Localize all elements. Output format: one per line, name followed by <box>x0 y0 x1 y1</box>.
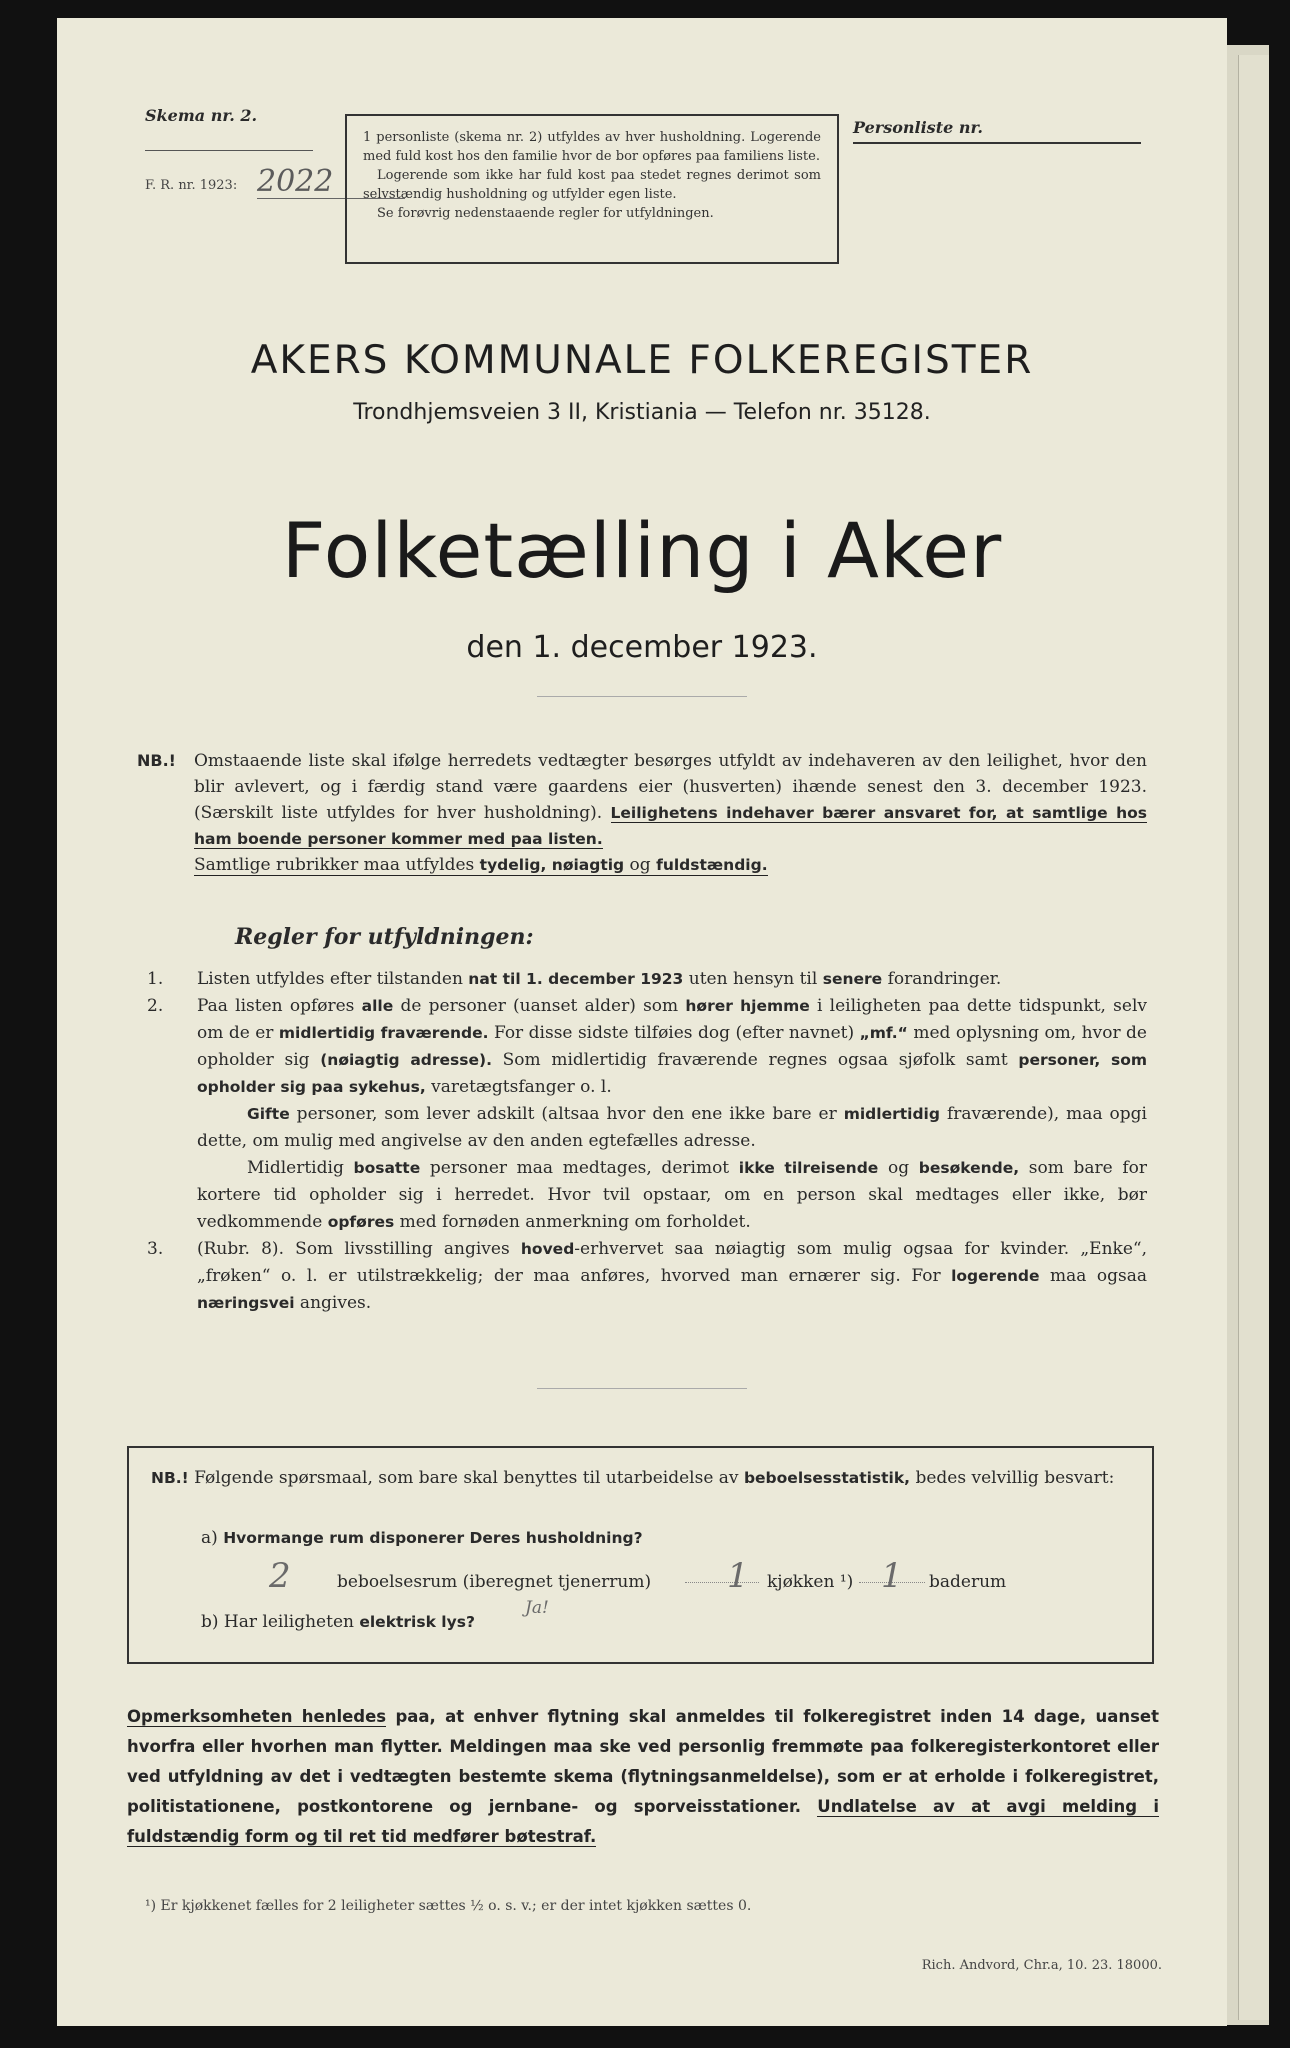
r2j: (nøiagtig adresse). <box>320 1051 492 1069</box>
divider-2 <box>537 1388 747 1389</box>
p3d: ikke tilreisende <box>738 1159 879 1177</box>
personliste-number: Personliste nr. <box>853 118 983 137</box>
rule-1-number: 1. <box>147 969 164 989</box>
p3c: personer maa medtages, derimot <box>420 1158 739 1178</box>
instruction-line-2: Logerende som ikke har fuld kost paa stedet regnes derimot som selvstændig husholdning og utfylder egen liste. <box>363 168 821 202</box>
p3b: bosatte <box>353 1159 421 1177</box>
document-title: Folketælling i Aker <box>281 506 1003 595</box>
r2m: varetægtsfanger o. l. <box>425 1077 612 1097</box>
kitchen-value[interactable]: 1 <box>727 1556 749 1596</box>
notice-lead: Opmerksomheten henledes <box>127 1707 387 1726</box>
instruction-line-1: 1 personliste (skema nr. 2) utfyldes av hver husholdning. Logerende med fuld kost hos den familie hvor de bor opføres paa familiens liste. <box>363 130 821 164</box>
notice-penalty: Undlatelse av at avgi melding i fuldstændig form og til ret tid medfører bøtestraf. <box>127 1797 1159 1846</box>
r1d: senere <box>822 970 883 988</box>
r2a: Paa listen opføres <box>197 996 362 1016</box>
instruction-line-3: Se forøvrig nedenstaaende regler for utfyldningen. <box>377 206 714 221</box>
r2l: personer, som opholder sig paa sykehus, <box>197 1051 1147 1096</box>
question-b <box>201 1612 475 1632</box>
r3e: maa ogsaa <box>1039 1266 1147 1286</box>
question-a-prefix: a) <box>201 1528 218 1548</box>
r2d: hører hjemme <box>685 997 810 1015</box>
electric-light-answer[interactable]: Ja! <box>525 1598 549 1618</box>
r2h: „mf.“ <box>859 1024 908 1042</box>
p2a: Gifte <box>247 1105 290 1123</box>
nb1-text-c: Samtlige rubrikker maa utfyldes <box>194 855 480 875</box>
nb1-responsibility: Leilighetens indehaver bærer ansvaret for, at samtlige hos ham boende personer kommer med paa listen. <box>194 804 1147 848</box>
r3c: -erhvervet saa nøiagtig som mulig ogsaa for kvinder. „Enke“, „frøken“ o. l. er utilstrækkelig; der maa anføres, hvorved man ernærer sig. For <box>197 1239 1147 1286</box>
rooms-answer-row <box>225 1556 1125 1600</box>
p3e: og <box>878 1158 919 1178</box>
p2c: midlertidig <box>843 1105 940 1123</box>
r1b: nat til 1. december 1923 <box>468 970 684 988</box>
r3b: hoved <box>520 1240 575 1258</box>
question-b-prefix: b) <box>201 1612 219 1632</box>
fr-number-handwritten: 2022 <box>257 164 334 199</box>
rule-3-number: 3. <box>147 1239 164 1259</box>
rooms-label: beboelsesrum (iberegnet tjenerrum) <box>337 1572 652 1592</box>
p3i: med fornøden anmerkning om forholdet. <box>394 1212 751 1232</box>
question-a <box>201 1528 643 1548</box>
census-form-page <box>57 18 1227 2026</box>
nb-label-1: NB.! <box>137 751 176 770</box>
r3a: (Rubr. 8). Som livsstilling angives <box>197 1239 521 1259</box>
organization-name: AKERS KOMMUNALE FOLKEREGISTER <box>250 338 1034 383</box>
p2d: fraværende), maa opgi dette, om mulig med angivelse av den anden egtefælles adresse. <box>197 1104 1147 1151</box>
nb2-text-c: bedes velvillig besvart: <box>910 1468 1115 1488</box>
r2f: midlertidig fraværende. <box>278 1024 489 1042</box>
notice-body: paa, at enhver flytning skal anmeldes til folkeregistret inden 14 dage, uanset hvorfra eller hvorhen man flytter. Meldingen maa ske ved personlig fremmøte paa folkeregisterkontoret eller ved utfyldning av det i vedtægten bestemte skema (flytningsanmeldelse), som er at erholde i folkeregistret, politistationene, postkontorene og jernbane- og sporveisstationer. <box>127 1707 1159 1816</box>
r3f: næringsvei <box>197 1294 295 1312</box>
r3d: logerende <box>951 1267 1040 1285</box>
organization-address: Trondhjemsveien 3 II, Kristiania — Telefon nr. 35128. <box>353 400 931 425</box>
schema-number: Skema nr. 2. <box>145 106 258 125</box>
rules-heading: Regler for utfyldningen: <box>235 924 534 950</box>
p3g: som bare for kortere tid opholder sig i herredet. Hvor tvil opstaar, om en person skal medtages eller ikke, bør vedkommende <box>197 1158 1148 1232</box>
r1e: forandringer. <box>882 969 1002 989</box>
bath-value[interactable]: 1 <box>881 1556 903 1596</box>
schema-underline <box>145 150 313 151</box>
question-a-text: Hvormange rum disponerer Deres husholdning? <box>223 1529 643 1547</box>
p3h: opføres <box>327 1213 395 1231</box>
printer-imprint: Rich. Andvord, Chr.a, 10. 23. 18000. <box>921 1958 1162 1973</box>
question-b-bold: elektrisk lys? <box>359 1613 475 1631</box>
nb1-text-f: fuldstændig. <box>656 856 768 874</box>
rule-2-number: 2. <box>147 996 164 1016</box>
nb1-text-e: og <box>624 855 657 875</box>
p2b: personer, som lever adskilt (altsaa hvor den ene ikke bare er <box>289 1104 844 1124</box>
r2k: Som midlertidig fraværende regnes ogsaa sjøfolk samt <box>491 1050 1019 1070</box>
rule-3 <box>147 1236 1147 1317</box>
nb-notice-1 <box>137 748 1147 878</box>
page-edge-mid <box>1238 55 1269 2020</box>
kitchen-label: kjøkken ¹) <box>767 1572 854 1592</box>
divider-1 <box>537 696 747 697</box>
personliste-line <box>853 142 1141 144</box>
question-b-text: Har leiligheten <box>223 1612 360 1632</box>
nb1-text-a: Omstaaende liste skal ifølge herredets vedtægter besørges utfyldt av indehaveren av den leilighet, hvor den blir avlevert, og i færdig stand være gaardens eier (husverten) ihænde senest den 3. december 1923. (Særskilt liste utfyldes for hver husholdning). <box>194 751 1147 823</box>
nb-label-2: NB.! <box>151 1469 189 1487</box>
r1c: uten hensyn til <box>683 969 823 989</box>
footnote: ¹) Er kjøkkenet fælles for 2 leiligheter sættes ½ o. s. v.; er der intet kjøkken sættes 0. <box>145 1898 752 1914</box>
housing-statistics-box <box>127 1446 1154 1664</box>
nb1-text-d: tydelig, nøiagtig <box>479 856 625 874</box>
rule-2 <box>147 993 1147 1236</box>
nb-notice-2 <box>151 1464 1131 1492</box>
rule-2-married <box>197 1101 1147 1155</box>
bath-label: baderum <box>929 1572 1007 1592</box>
nb2-text-b: beboelsesstatistik, <box>743 1469 911 1487</box>
p3f: besøkende, <box>918 1159 1020 1177</box>
nb2-text-a: Følgende spørsmaal, som bare skal benyttes til utarbeidelse av <box>188 1468 744 1488</box>
rooms-value[interactable]: 2 <box>269 1556 291 1596</box>
rules-list <box>147 966 1147 1317</box>
r2e: i leiligheten paa dette tidspunkt, selv om de er <box>197 996 1147 1043</box>
instruction-box <box>345 114 839 264</box>
nb-text-1 <box>194 748 1147 878</box>
census-date: den 1. december 1923. <box>466 630 818 665</box>
r2i: med oplysning om, hvor de opholder sig <box>197 1023 1147 1070</box>
p3a: Midlertidig <box>247 1158 354 1178</box>
moving-notice <box>127 1702 1159 1852</box>
rule-2-temporary <box>197 1155 1147 1236</box>
r2c: de personer (uanset alder) som <box>393 996 686 1016</box>
fr-number-label: F. R. nr. 1923: <box>145 178 238 193</box>
nb1-complete-line <box>194 855 768 876</box>
r2b: alle <box>361 997 394 1015</box>
r2g: For disse sidste tilføies dog (efter navnet) <box>488 1023 860 1043</box>
r3g: angives. <box>294 1293 372 1313</box>
rule-1 <box>147 966 1147 993</box>
r1a: Listen utfyldes efter tilstanden <box>197 969 469 989</box>
